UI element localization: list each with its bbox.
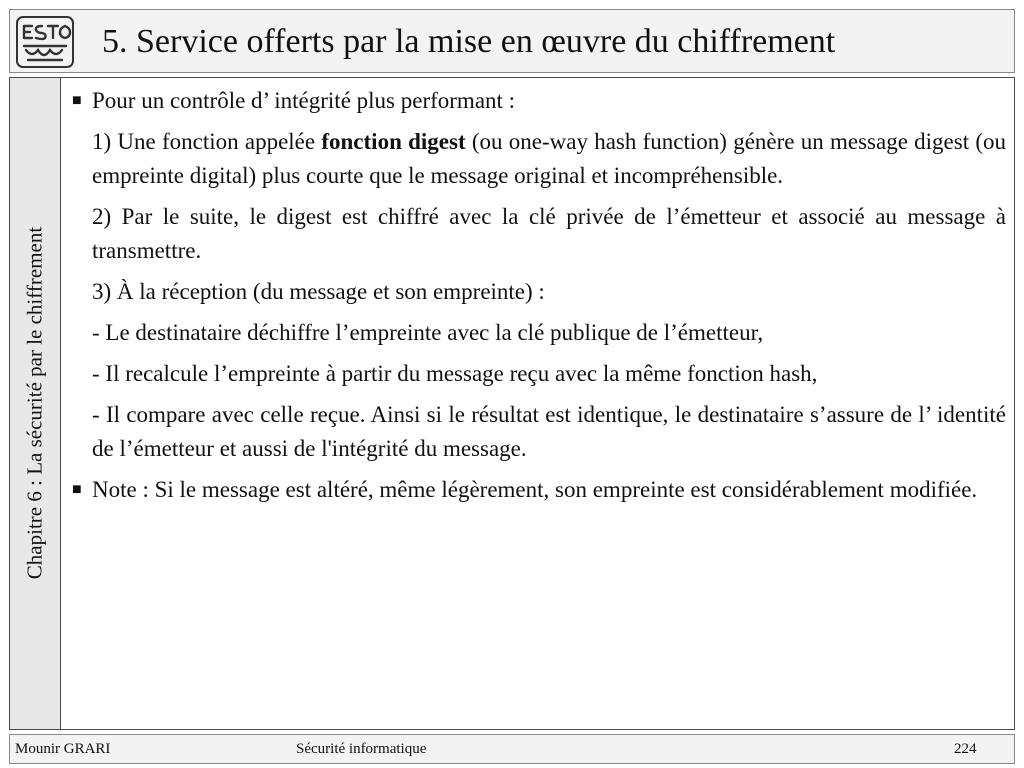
paragraph-step-2: 2) Par le suite, le digest est chiffré avec la clé privée de l’émetteur et associé au message à transmettre. <box>92 204 1006 263</box>
paragraph-step-3: 3) À la réception (du message et son empreinte) : <box>92 279 545 304</box>
footer-page-number: 224 <box>954 741 977 757</box>
bullet-text: Pour un contrôle d’ intégrité plus performant : <box>92 88 516 113</box>
footer-author: Mounir GRARI <box>15 741 111 757</box>
keyword-fonction-digest: fonction digest <box>321 129 466 154</box>
school-logo <box>16 16 74 68</box>
slide-footer <box>9 734 1015 764</box>
slide-title: 5. Service offerts par la mise en œuvre du chiffrement <box>102 23 836 60</box>
paragraph-text: 1) Une fonction appelée <box>92 129 322 154</box>
paragraph-dash-1: - Le destinataire déchiffre l’empreinte avec la clé publique de l’émetteur, <box>92 320 764 345</box>
paragraph-dash-2: - Il recalcule l’empreinte à partir du message reçu avec la même fonction hash, <box>92 361 818 386</box>
paragraph-step-1 <box>70 125 1006 193</box>
school-logo-icon <box>16 16 74 68</box>
bullet-text: Note : Si le message est altéré, même légèrement, son empreinte est considérablement modifiée. <box>92 477 978 502</box>
bullet-item-note <box>70 473 1006 507</box>
bullet-item-integrity <box>70 84 1006 118</box>
square-bullet-icon: ■ <box>72 481 82 498</box>
square-bullet-icon: ■ <box>72 92 82 109</box>
footer-course: Sécurité informatique <box>296 741 427 757</box>
chapter-sidebar <box>10 78 61 729</box>
paragraph-text: (ou one-way hash function) génère un message digest (ou empreinte digital) plus courte que le message original et incompréhensible. <box>92 129 1006 188</box>
chapter-label: Chapitre 6 : La sécurité par le chiffrement <box>22 226 47 580</box>
slide-header <box>9 9 1015 73</box>
slide-content <box>70 84 1006 514</box>
paragraph-dash-3: - Il compare avec celle reçue. Ainsi si le résultat est identique, le destinataire s’assure de l’ identité de l’émetteur et aussi de l'intégrité du message. <box>92 402 1006 461</box>
slide-body <box>9 77 1015 730</box>
